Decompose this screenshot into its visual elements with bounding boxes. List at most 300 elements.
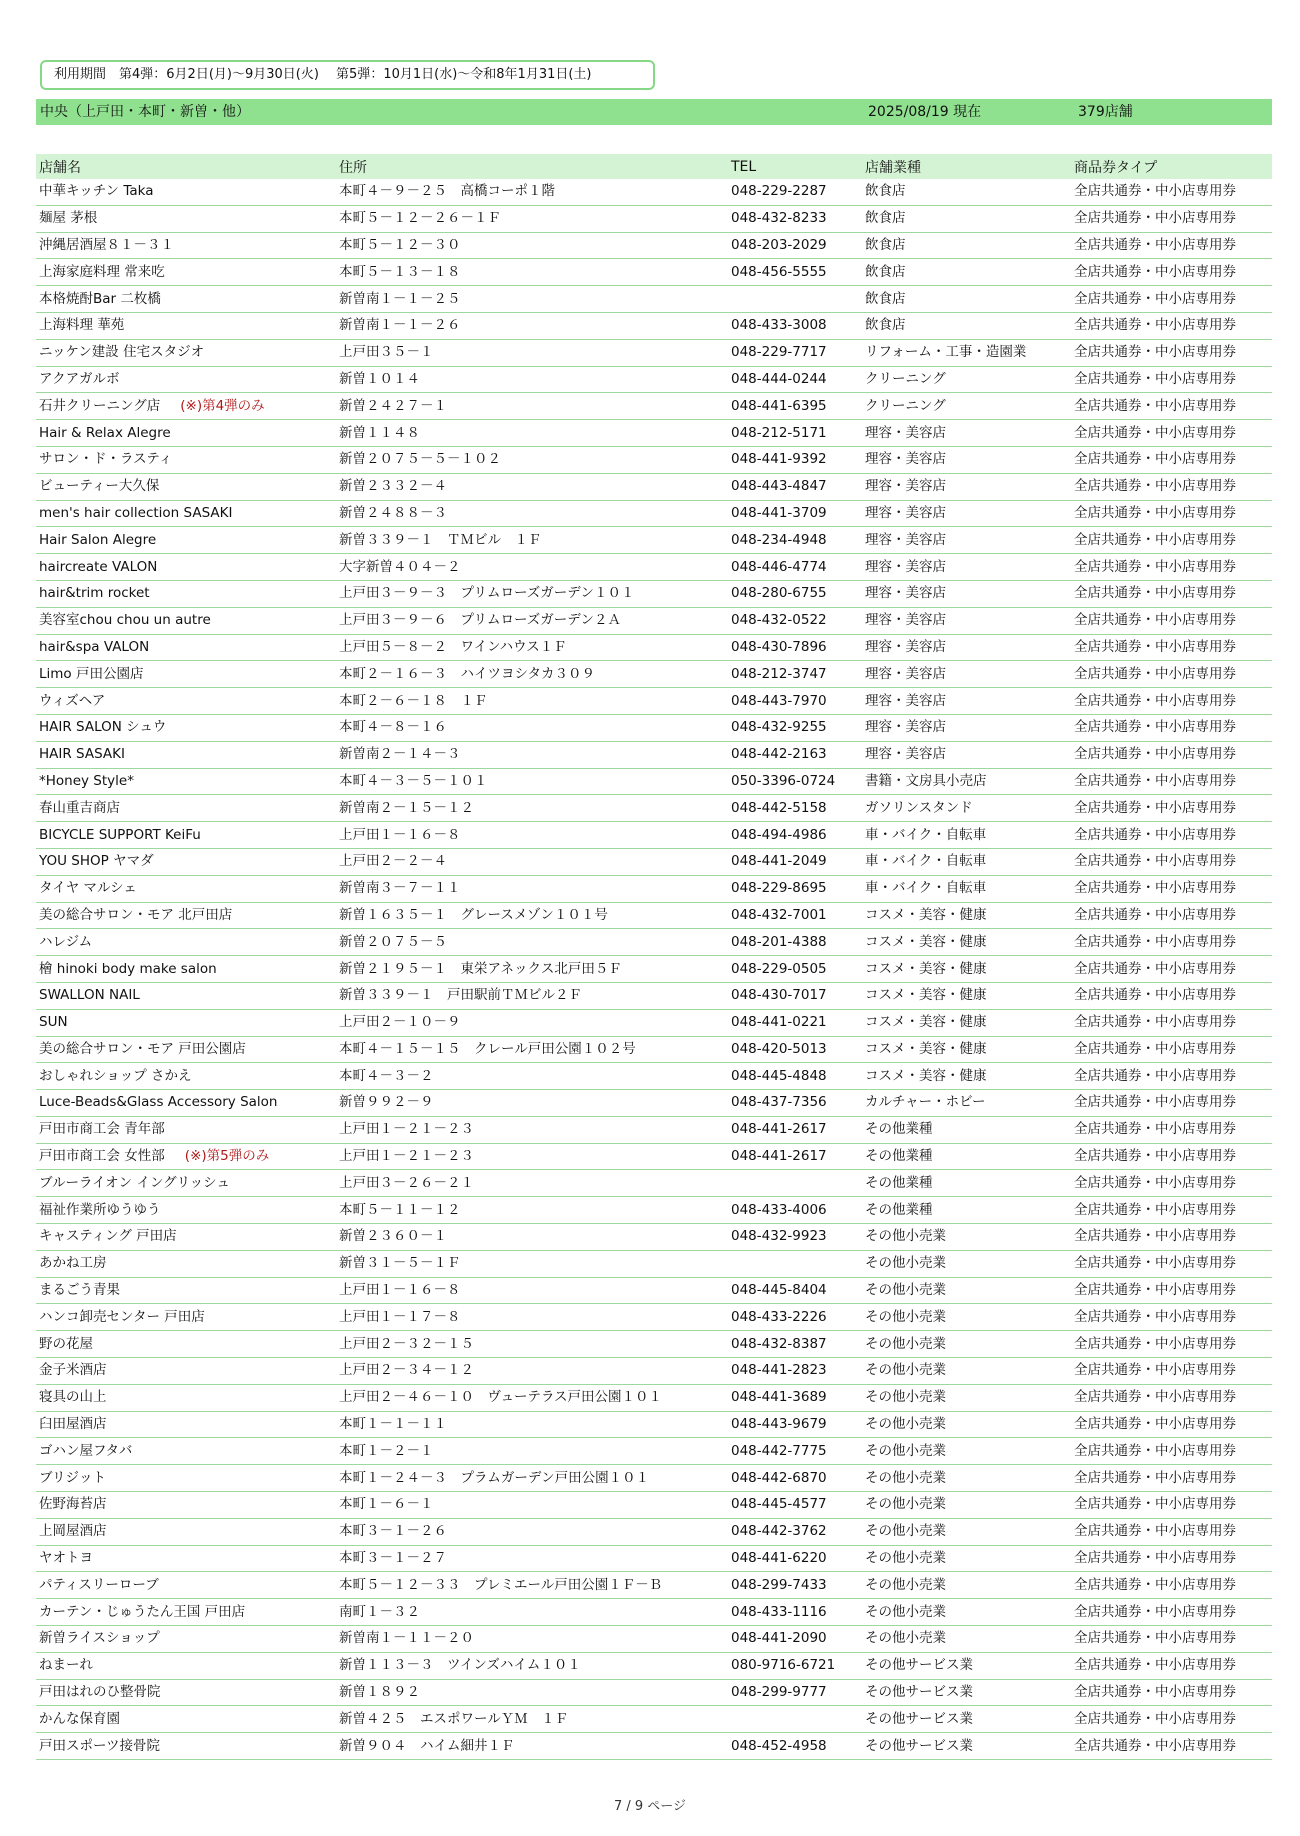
voucher-type-cell: 全店共通券・中小店専用券	[1071, 982, 1272, 1009]
tel-cell: 048-441-3709	[728, 500, 862, 527]
table-row	[36, 1304, 1272, 1331]
table-row	[36, 768, 1272, 795]
table-row	[36, 1170, 1272, 1197]
address-cell: 本町５－１１－１２	[336, 1197, 728, 1224]
tel-cell: 048-441-9392	[728, 446, 862, 473]
voucher-type-cell: 全店共通券・中小店専用券	[1071, 1652, 1272, 1679]
store-name: 野の花屋	[39, 1335, 93, 1352]
store-name-cell	[36, 982, 336, 1009]
store-name: カーテン・じゅうたん王国 戸田店	[39, 1603, 246, 1620]
store-name-cell	[36, 446, 336, 473]
voucher-type-cell: 全店共通券・中小店専用券	[1071, 714, 1272, 741]
voucher-type-cell: 全店共通券・中小店専用券	[1071, 179, 1272, 205]
voucher-type-cell: 全店共通券・中小店専用券	[1071, 607, 1272, 634]
voucher-type-cell: 全店共通券・中小店専用券	[1071, 473, 1272, 500]
store-name: YOU SHOP ヤマダ	[39, 853, 154, 870]
table-row	[36, 1143, 1272, 1170]
store-name: 戸田市商工会 青年部	[39, 1121, 165, 1138]
voucher-type-cell: 全店共通券・中小店専用券	[1071, 366, 1272, 393]
store-name-cell	[36, 1331, 336, 1358]
store-name: タイヤ マルシェ	[39, 880, 137, 897]
address-cell: 上戸田１－１６－８	[336, 822, 728, 849]
address-cell: 本町５－１２－３３ プレミエール戸田公園１Ｆ－Ｂ	[336, 1572, 728, 1599]
store-name: HAIR SALON シュウ	[39, 719, 167, 736]
table-row	[36, 179, 1272, 205]
category-cell: その他サービス業	[862, 1706, 1071, 1733]
store-name-cell	[36, 607, 336, 634]
tel-cell: 048-441-6220	[728, 1545, 862, 1572]
category-cell: 理容・美容店	[862, 688, 1071, 715]
address-cell: 本町１－２－１	[336, 1438, 728, 1465]
table-row	[36, 1331, 1272, 1358]
category-cell: 飲食店	[862, 205, 1071, 232]
voucher-type-cell: 全店共通券・中小店専用券	[1071, 634, 1272, 661]
address-cell: 新曽南３－７－１１	[336, 875, 728, 902]
table-row	[36, 446, 1272, 473]
tel-cell: 048-234-4948	[728, 527, 862, 554]
store-name-cell	[36, 661, 336, 688]
store-name-cell	[36, 1706, 336, 1733]
store-name: サロン・ド・ラスティ	[39, 451, 173, 468]
table-row	[36, 1250, 1272, 1277]
store-name: 檜 hinoki body make salon	[39, 960, 217, 977]
voucher-type-cell: 全店共通券・中小店専用券	[1071, 1545, 1272, 1572]
tel-cell: 080-9716-6721	[728, 1652, 862, 1679]
table-row	[36, 1518, 1272, 1545]
address-cell: 本町５－１２－２６－１Ｆ	[336, 205, 728, 232]
tel-cell: 048-432-8387	[728, 1331, 862, 1358]
tel-cell: 048-443-4847	[728, 473, 862, 500]
voucher-type-cell: 全店共通券・中小店専用券	[1071, 1304, 1272, 1331]
store-name: Hair Salon Alegre	[39, 531, 157, 548]
store-name: 戸田スポーツ接骨院	[39, 1737, 160, 1754]
voucher-type-cell: 全店共通券・中小店専用券	[1071, 875, 1272, 902]
tel-cell: 048-446-4774	[728, 554, 862, 581]
tel-cell: 048-432-0522	[728, 607, 862, 634]
table-row	[36, 1545, 1272, 1572]
col-header-type: 商品券タイプ	[1071, 154, 1272, 179]
tel-cell: 048-229-2287	[728, 179, 862, 205]
voucher-type-cell: 全店共通券・中小店専用券	[1071, 741, 1272, 768]
category-cell: 車・バイク・自転車	[862, 848, 1071, 875]
col-header-tel: TEL	[728, 154, 862, 179]
store-name: men's hair collection SASAKI	[39, 504, 233, 521]
voucher-type-cell: 全店共通券・中小店専用券	[1071, 661, 1272, 688]
category-cell: その他小売業	[862, 1384, 1071, 1411]
category-cell: 書籍・文房具小売店	[862, 768, 1071, 795]
table-row	[36, 1009, 1272, 1036]
store-name: キャスティング 戸田店	[39, 1228, 177, 1245]
store-name-cell	[36, 366, 336, 393]
table-row	[36, 822, 1272, 849]
table-row	[36, 580, 1272, 607]
table-row	[36, 1036, 1272, 1063]
voucher-type-cell: 全店共通券・中小店専用券	[1071, 312, 1272, 339]
voucher-type-cell: 全店共通券・中小店専用券	[1071, 1331, 1272, 1358]
usage-period-text: 利用期間 第4弾：6月2日(月)～9月30日(火) 第5弾：10月1日(水)～令和8年1月31日(土)	[54, 67, 592, 82]
address-cell: 上戸田２－１０－９	[336, 1009, 728, 1036]
table-row	[36, 902, 1272, 929]
voucher-type-cell: 全店共通券・中小店専用券	[1071, 1733, 1272, 1760]
category-cell: コスメ・美容・健康	[862, 956, 1071, 983]
address-cell: 新曽３３９－１ ＴＭビル １Ｆ	[336, 527, 728, 554]
table-row	[36, 1679, 1272, 1706]
tel-cell	[728, 1706, 862, 1733]
address-cell: 新曽南２－１５－１２	[336, 795, 728, 822]
category-cell: その他サービス業	[862, 1652, 1071, 1679]
voucher-type-cell: 全店共通券・中小店専用券	[1071, 1679, 1272, 1706]
store-table	[36, 154, 1272, 1760]
category-cell: その他小売業	[862, 1518, 1071, 1545]
address-cell: 新曽４２５ エスポワールＹＭ １Ｆ	[336, 1706, 728, 1733]
store-name-cell	[36, 527, 336, 554]
address-cell: 新曽２０７５－５	[336, 929, 728, 956]
store-name-cell	[36, 1090, 336, 1117]
store-name: ヤオトヨ	[39, 1550, 93, 1567]
store-name-cell	[36, 1304, 336, 1331]
table-row	[36, 1438, 1272, 1465]
store-name: ブリジット	[39, 1469, 106, 1486]
table-row	[36, 366, 1272, 393]
table-row	[36, 1492, 1272, 1519]
tel-cell: 048-442-6870	[728, 1465, 862, 1492]
category-cell: その他小売業	[862, 1626, 1071, 1653]
address-cell: 新曽１６３５－１ グレースメゾン１０１号	[336, 902, 728, 929]
store-name-cell	[36, 741, 336, 768]
page-number: 7 / 9 ページ	[613, 1799, 687, 1814]
usage-period-box	[40, 60, 655, 90]
tel-cell: 048-433-1116	[728, 1599, 862, 1626]
table-row	[36, 393, 1272, 420]
store-name: 春山重吉商店	[39, 799, 120, 816]
table-body	[36, 179, 1272, 1760]
table-row	[36, 1706, 1272, 1733]
store-name: SUN	[39, 1014, 68, 1031]
table-row	[36, 982, 1272, 1009]
tel-cell: 048-430-7017	[728, 982, 862, 1009]
category-cell: コスメ・美容・健康	[862, 1063, 1071, 1090]
address-cell: 南町１－３２	[336, 1599, 728, 1626]
category-cell: その他小売業	[862, 1250, 1071, 1277]
store-name: haircreate VALON	[39, 558, 158, 575]
store-name-cell	[36, 1224, 336, 1251]
store-name-cell	[36, 1277, 336, 1304]
address-cell: 大字新曽４０４－２	[336, 554, 728, 581]
store-name-cell	[36, 1036, 336, 1063]
store-name-cell	[36, 179, 336, 205]
category-cell: 理容・美容店	[862, 473, 1071, 500]
store-name: まるごう青果	[39, 1282, 120, 1299]
tel-cell: 048-445-8404	[728, 1277, 862, 1304]
address-cell: 新曽２０７５－５－１０２	[336, 446, 728, 473]
address-cell: 本町１－１－１１	[336, 1411, 728, 1438]
store-name: 福祉作業所ゆうゆう	[39, 1201, 161, 1218]
store-name: 寝具の山上	[39, 1389, 107, 1406]
table-row	[36, 929, 1272, 956]
category-cell: 理容・美容店	[862, 420, 1071, 447]
address-cell: 本町１－２４－３ プラムガーデン戸田公園１０１	[336, 1465, 728, 1492]
tel-cell: 048-444-0244	[728, 366, 862, 393]
address-cell: 上戸田２－２－４	[336, 848, 728, 875]
store-name: あかね工房	[39, 1255, 107, 1272]
store-name: 本格焼酎Bar 二枚橋	[39, 290, 161, 307]
store-name: 石井クリーニング店	[39, 397, 161, 414]
store-name-cell	[36, 929, 336, 956]
store-name-cell	[36, 1009, 336, 1036]
tel-cell: 048-445-4848	[728, 1063, 862, 1090]
table-row	[36, 259, 1272, 286]
store-name-cell	[36, 1411, 336, 1438]
region-header-bar	[36, 99, 1272, 125]
address-cell: 新曽南２－１４－３	[336, 741, 728, 768]
store-name: 戸田はれのひ整骨院	[39, 1684, 161, 1701]
store-name-cell	[36, 473, 336, 500]
table-row	[36, 1063, 1272, 1090]
address-cell: 本町３－１－２７	[336, 1545, 728, 1572]
table-row	[36, 1384, 1272, 1411]
table-row	[36, 875, 1272, 902]
tel-cell: 048-442-3762	[728, 1518, 862, 1545]
voucher-type-cell: 全店共通券・中小店専用券	[1071, 232, 1272, 259]
voucher-type-cell: 全店共通券・中小店専用券	[1071, 1090, 1272, 1117]
voucher-type-cell: 全店共通券・中小店専用券	[1071, 339, 1272, 366]
tel-cell: 048-441-2617	[728, 1143, 862, 1170]
voucher-type-cell: 全店共通券・中小店専用券	[1071, 205, 1272, 232]
store-name-cell	[36, 795, 336, 822]
category-cell: 理容・美容店	[862, 446, 1071, 473]
tel-cell: 048-229-0505	[728, 956, 862, 983]
address-cell: 本町５－１３－１８	[336, 259, 728, 286]
voucher-type-cell: 全店共通券・中小店専用券	[1071, 1143, 1272, 1170]
store-name-cell	[36, 1438, 336, 1465]
category-cell: その他サービス業	[862, 1733, 1071, 1760]
address-cell: 新曽１８９２	[336, 1679, 728, 1706]
table-row	[36, 688, 1272, 715]
store-name-cell	[36, 232, 336, 259]
store-name: 沖縄居酒屋８１－３１	[39, 236, 174, 253]
voucher-type-cell: 全店共通券・中小店専用券	[1071, 795, 1272, 822]
store-name-cell	[36, 714, 336, 741]
tel-cell: 048-280-6755	[728, 580, 862, 607]
store-name-cell	[36, 768, 336, 795]
category-cell: 飲食店	[862, 232, 1071, 259]
tel-cell: 048-445-4577	[728, 1492, 862, 1519]
address-cell: 新曽南１－１－２６	[336, 312, 728, 339]
store-name-cell	[36, 580, 336, 607]
category-cell: コスメ・美容・健康	[862, 982, 1071, 1009]
store-name: ハレジム	[39, 933, 93, 950]
table-row	[36, 1358, 1272, 1385]
table-row	[36, 1465, 1272, 1492]
address-cell: 本町４－８－１６	[336, 714, 728, 741]
table-row	[36, 1626, 1272, 1653]
table-row	[36, 741, 1272, 768]
table-row	[36, 1572, 1272, 1599]
store-name: 麺屋 茅根	[39, 210, 98, 227]
address-cell: 新曽２４２７－１	[336, 393, 728, 420]
table-row	[36, 1116, 1272, 1143]
address-cell: 新曽３１－５－１Ｆ	[336, 1250, 728, 1277]
address-cell: 本町４－９－２５ 高橋コーポ１階	[336, 179, 728, 205]
store-name: Hair & Relax Alegre	[39, 424, 171, 441]
category-cell: 飲食店	[862, 259, 1071, 286]
store-name-cell	[36, 1197, 336, 1224]
tel-cell: 048-433-2226	[728, 1304, 862, 1331]
tel-cell: 048-203-2029	[728, 232, 862, 259]
address-cell: 上戸田３－９－６ プリムローズガーデン２Ａ	[336, 607, 728, 634]
tel-cell: 048-443-9679	[728, 1411, 862, 1438]
address-cell: 新曽南１－１１－２０	[336, 1626, 728, 1653]
store-name-cell	[36, 1679, 336, 1706]
store-name-cell	[36, 393, 336, 420]
tel-cell: 048-494-4986	[728, 822, 862, 849]
store-name: ブルーライオン イングリッシュ	[39, 1174, 230, 1191]
address-cell: 上戸田２－４６－１０ ヴューテラス戸田公園１０１	[336, 1384, 728, 1411]
store-name: *Honey Style*	[39, 772, 134, 789]
voucher-type-cell: 全店共通券・中小店専用券	[1071, 1572, 1272, 1599]
as-of-date: 2025/08/19 現在	[868, 104, 982, 120]
category-cell: ガソリンスタンド	[862, 795, 1071, 822]
table-header	[36, 154, 1272, 179]
availability-note: (※)第5弾のみ	[184, 1148, 270, 1165]
table-row	[36, 286, 1272, 313]
address-cell: 新曽１１４８	[336, 420, 728, 447]
tel-cell: 048-433-3008	[728, 312, 862, 339]
table-row	[36, 232, 1272, 259]
category-cell: その他小売業	[862, 1545, 1071, 1572]
store-name: ねまーれ	[39, 1657, 93, 1674]
table-row	[36, 554, 1272, 581]
store-name-cell	[36, 1492, 336, 1519]
category-cell: その他業種	[862, 1170, 1071, 1197]
store-name: ゴハン屋フタバ	[39, 1442, 133, 1459]
category-cell: 理容・美容店	[862, 500, 1071, 527]
store-name: アクアガルボ	[39, 370, 120, 387]
store-name: 上海家庭料理 常来吃	[39, 263, 165, 280]
tel-cell: 048-456-5555	[728, 259, 862, 286]
table-row	[36, 1224, 1272, 1251]
voucher-type-cell: 全店共通券・中小店専用券	[1071, 446, 1272, 473]
address-cell: 新曽２３６０－１	[336, 1224, 728, 1251]
category-cell: 理容・美容店	[862, 741, 1071, 768]
store-name-cell	[36, 875, 336, 902]
voucher-type-cell: 全店共通券・中小店専用券	[1071, 393, 1272, 420]
store-name-cell	[36, 1518, 336, 1545]
tel-cell: 048-201-4388	[728, 929, 862, 956]
col-header-address: 住所	[336, 154, 728, 179]
address-cell: 上戸田２－３２－１５	[336, 1331, 728, 1358]
col-header-name: 店舗名	[36, 154, 336, 179]
store-name-cell	[36, 688, 336, 715]
address-cell: 新曽２１９５－１ 東栄アネックス北戸田５Ｆ	[336, 956, 728, 983]
table-row	[36, 1090, 1272, 1117]
category-cell: 理容・美容店	[862, 607, 1071, 634]
store-name: BICYCLE SUPPORT KeiFu	[39, 826, 201, 843]
region-title: 中央（上戸田・本町・新曽・他）	[40, 104, 250, 120]
category-cell: 理容・美容店	[862, 661, 1071, 688]
store-name: おしゃれショップ さかえ	[39, 1067, 192, 1084]
table-row	[36, 1599, 1272, 1626]
address-cell: 本町５－１２－３０	[336, 232, 728, 259]
category-cell: コスメ・美容・健康	[862, 1036, 1071, 1063]
category-cell: その他小売業	[862, 1572, 1071, 1599]
tel-cell: 048-441-2617	[728, 1116, 862, 1143]
category-cell: その他小売業	[862, 1358, 1071, 1385]
voucher-type-cell: 全店共通券・中小店専用券	[1071, 420, 1272, 447]
address-cell: 新曽９０４ ハイム細井１Ｆ	[336, 1733, 728, 1760]
store-name-cell	[36, 1465, 336, 1492]
tel-cell: 048-442-5158	[728, 795, 862, 822]
tel-cell	[728, 1170, 862, 1197]
tel-cell: 048-229-8695	[728, 875, 862, 902]
store-name: 中華キッチン Taka	[39, 183, 154, 200]
table-row	[36, 339, 1272, 366]
category-cell: クリーニング	[862, 366, 1071, 393]
address-cell: 上戸田３５－１	[336, 339, 728, 366]
category-cell: クリーニング	[862, 393, 1071, 420]
tel-cell: 048-229-7717	[728, 339, 862, 366]
tel-cell: 048-432-9923	[728, 1224, 862, 1251]
voucher-type-cell: 全店共通券・中小店専用券	[1071, 1465, 1272, 1492]
store-name-cell	[36, 1733, 336, 1760]
table-row	[36, 714, 1272, 741]
store-name: 上岡屋酒店	[39, 1523, 107, 1540]
tel-cell: 048-441-2090	[728, 1626, 862, 1653]
store-name-cell	[36, 956, 336, 983]
table-row	[36, 1733, 1272, 1760]
category-cell: 理容・美容店	[862, 634, 1071, 661]
store-name-cell	[36, 1116, 336, 1143]
availability-note: (※)第4弾のみ	[180, 397, 265, 414]
store-name: ビューティー大久保	[39, 478, 160, 495]
store-name-cell	[36, 1358, 336, 1385]
voucher-type-cell: 全店共通券・中小店専用券	[1071, 1116, 1272, 1143]
tel-cell: 048-437-7356	[728, 1090, 862, 1117]
category-cell: 理容・美容店	[862, 580, 1071, 607]
tel-cell: 048-442-7775	[728, 1438, 862, 1465]
store-name: hair&spa VALON	[39, 638, 150, 655]
store-name-cell	[36, 1250, 336, 1277]
table-row	[36, 661, 1272, 688]
store-name-cell	[36, 554, 336, 581]
category-cell: 理容・美容店	[862, 527, 1071, 554]
store-name: hair&trim rocket	[39, 585, 150, 602]
address-cell: 本町４－３－５－１０１	[336, 768, 728, 795]
store-name-cell	[36, 634, 336, 661]
store-name-cell	[36, 500, 336, 527]
store-name: ウィズヘア	[39, 692, 106, 709]
category-cell: カルチャー・ホビー	[862, 1090, 1071, 1117]
category-cell: 飲食店	[862, 312, 1071, 339]
voucher-type-cell: 全店共通券・中小店専用券	[1071, 688, 1272, 715]
store-name-cell	[36, 1652, 336, 1679]
tel-cell: 050-3396-0724	[728, 768, 862, 795]
voucher-type-cell: 全店共通券・中小店専用券	[1071, 1063, 1272, 1090]
tel-cell: 048-441-6395	[728, 393, 862, 420]
table-row	[36, 1652, 1272, 1679]
table-row	[36, 205, 1272, 232]
store-name-cell	[36, 1545, 336, 1572]
address-cell: 新曽３３９－１ 戸田駅前ＴＭビル２Ｆ	[336, 982, 728, 1009]
table-row	[36, 634, 1272, 661]
address-cell: 上戸田３－９－３ プリムローズガーデン１０１	[336, 580, 728, 607]
store-name-cell	[36, 822, 336, 849]
category-cell: その他業種	[862, 1197, 1071, 1224]
tel-cell: 048-432-7001	[728, 902, 862, 929]
voucher-type-cell: 全店共通券・中小店専用券	[1071, 848, 1272, 875]
voucher-type-cell: 全店共通券・中小店専用券	[1071, 527, 1272, 554]
address-cell: 新曽南１－１－２５	[336, 286, 728, 313]
